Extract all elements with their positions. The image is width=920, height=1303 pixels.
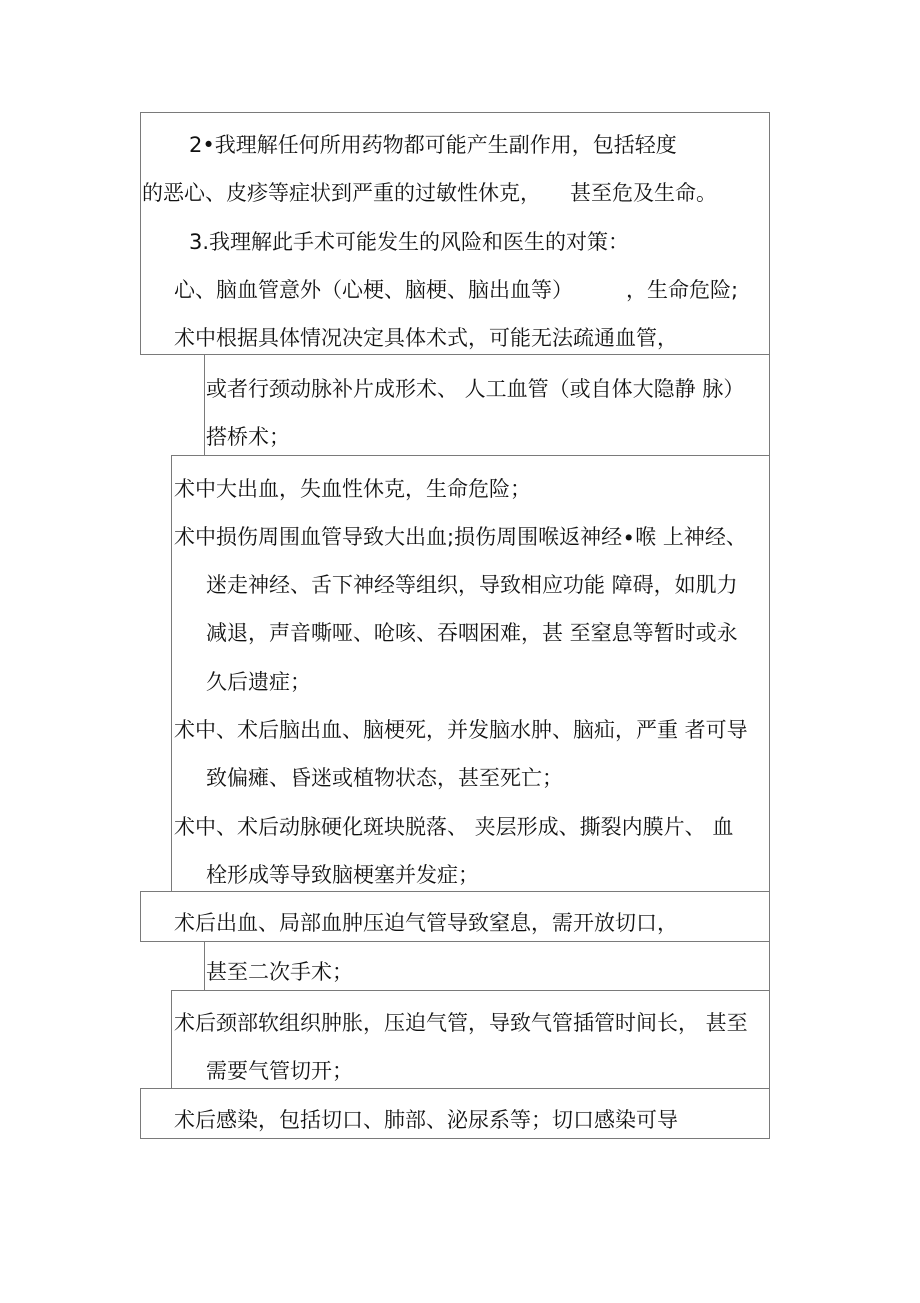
item3-heading: 3.我理解此手术可能发生的风险和医生的对策： bbox=[189, 230, 630, 254]
risk-cardio-cerebro-a: 心、脑血管意外（心梗、脑梗、脑出血等） bbox=[174, 278, 573, 302]
risk-nerve-line3: 减退，声音嘶哑、呛咳、吞咽困难，甚 至窒息等暂时或永 bbox=[206, 621, 738, 645]
risk-plaque-line1: 术中、术后动脉硬化斑块脱落、 夹层形成、撕裂内膜片、 血 bbox=[174, 815, 734, 839]
procedure-line1: 或者行颈动脉补片成形术、 人工血管（或自体大隐静 脉） bbox=[206, 377, 745, 401]
item2-line1: 2•我理解任何所用药物都可能产生副作用，包括轻度 bbox=[189, 133, 677, 157]
item2-line2a: 的恶心、皮疹等症状到严重的过敏性休克， bbox=[142, 181, 541, 205]
risk-cardio-cerebro-b: ，生命危险; bbox=[626, 278, 739, 302]
risk-infection: 术后感染，包括切口、肺部、泌尿系等；切口感染可导 bbox=[174, 1108, 678, 1132]
risk-stroke-line1: 术中、术后脑出血、脑梗死，并发脑水肿、脑疝，严重 者可导 bbox=[174, 718, 748, 742]
risk-plaque-line2: 栓形成等导致脑梗塞并发症； bbox=[206, 863, 479, 887]
risk-nerve-line4: 久后遗症； bbox=[206, 670, 311, 694]
risk-bleeding: 术中大出血，失血性休克，生命危险； bbox=[174, 477, 531, 501]
risk-reoperation: 甚至二次手术； bbox=[206, 960, 353, 984]
risk-swelling-line1: 术后颈部软组织肿胀，压迫气管，导致气管插管时间长， 甚至 bbox=[174, 1011, 748, 1035]
risk-nerve-line2: 迷走神经、舌下神经等组织，导致相应功能 障碍，如肌力 bbox=[206, 573, 738, 597]
risk-nerve-line1: 术中损伤周围血管导致大出血;损伤周围喉返神经∙喉 上神经、 bbox=[174, 525, 747, 549]
risk-vessel-patency: 术中根据具体情况决定具体术式，可能无法疏通血管， bbox=[174, 326, 678, 350]
risk-stroke-line2: 致偏瘫、昏迷或植物状态，甚至死亡； bbox=[206, 766, 563, 790]
item2-line2b: 甚至危及生命。 bbox=[570, 181, 717, 205]
risk-postop-bleeding: 术后出血、局部血肿压迫气管导致窒息，需开放切口， bbox=[174, 911, 678, 935]
procedure-line2: 搭桥术； bbox=[206, 425, 290, 449]
risk-swelling-line2: 需要气管切开； bbox=[206, 1059, 353, 1083]
